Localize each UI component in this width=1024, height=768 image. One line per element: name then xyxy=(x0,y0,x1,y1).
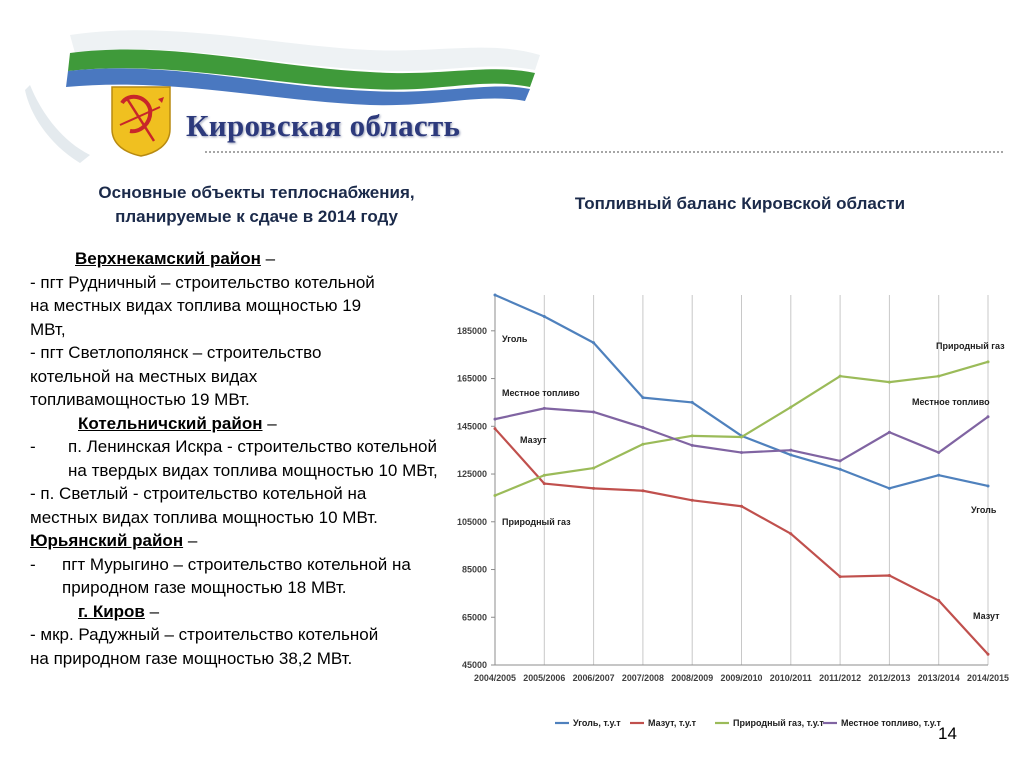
data-point xyxy=(839,575,842,578)
legend-label: Уголь, т.у.т xyxy=(573,718,621,728)
district-name: Котельничский район xyxy=(78,413,263,433)
chart-title: Топливный баланс Кировской области xyxy=(574,194,906,213)
series-annotation: Мазут xyxy=(973,611,1000,621)
data-point xyxy=(494,427,497,430)
y-tick-label: 85000 xyxy=(461,564,487,575)
list-item: на природном газе мощностью 38,2 МВт. xyxy=(30,648,353,668)
data-point xyxy=(789,449,792,452)
series-annotation: Местное топливо xyxy=(912,397,990,407)
district-heading xyxy=(30,412,450,436)
data-point xyxy=(888,381,891,384)
district-name: Верхнекамский район xyxy=(75,249,261,268)
x-tick-label: 2010/2011 xyxy=(769,673,812,683)
data-point xyxy=(592,341,595,344)
data-point xyxy=(543,407,546,410)
x-tick-label: 2012/2013 xyxy=(868,673,911,683)
data-point xyxy=(937,375,940,378)
district-name: Юрьянский район xyxy=(30,531,184,550)
list-item: топливамощностью 19 МВт. xyxy=(30,390,250,409)
data-point xyxy=(494,418,497,421)
data-point xyxy=(888,574,891,577)
district-heading xyxy=(30,247,450,271)
data-point xyxy=(740,451,743,454)
data-point xyxy=(543,482,546,485)
data-point xyxy=(543,315,546,318)
x-tick-label: 2007/2008 xyxy=(621,673,664,683)
data-point xyxy=(987,484,990,487)
list-item: - пгт Рудничный – строительство котельной xyxy=(30,272,375,292)
list-bullet: - xyxy=(30,437,36,456)
data-point xyxy=(839,468,842,471)
list-item: - п. Светлый - строительство котельной на xyxy=(30,484,367,503)
data-point xyxy=(987,415,990,418)
data-point xyxy=(543,474,546,477)
district-suffix: – xyxy=(183,531,198,550)
data-point xyxy=(641,426,644,429)
data-point xyxy=(592,487,595,490)
list-item xyxy=(30,553,450,600)
list-item: - пгт Светлополянск – строительство xyxy=(30,343,322,362)
data-point xyxy=(592,410,595,413)
list-item xyxy=(30,435,450,482)
data-point xyxy=(641,396,644,399)
district-suffix: – xyxy=(260,249,276,268)
y-tick-label: 125000 xyxy=(456,469,487,480)
region-title: Кировская область xyxy=(186,108,461,143)
legend-label: Природный газ, т.у.т xyxy=(733,718,824,728)
y-tick-label: 185000 xyxy=(456,325,487,336)
y-tick-label: 105000 xyxy=(456,516,487,527)
data-point xyxy=(740,505,743,508)
data-point xyxy=(987,653,990,656)
data-point xyxy=(691,444,694,447)
y-tick-label: 65000 xyxy=(461,612,487,623)
left-heading-line: Основные объекты теплоснабжения, xyxy=(98,183,415,202)
x-tick-label: 2011/2012 xyxy=(819,673,862,683)
district-heading xyxy=(30,529,450,553)
data-point xyxy=(789,532,792,535)
x-tick-label: 2009/2010 xyxy=(720,673,763,683)
district-name: г. Киров xyxy=(78,601,145,621)
list-item-text: пгт Мурыгино – строительство котельной на природном газе мощностью 18 МВт. xyxy=(62,554,411,597)
left-heading xyxy=(38,181,475,229)
data-point xyxy=(494,494,497,497)
data-point xyxy=(839,459,842,462)
list-item: местных видах топлива мощностью 10 МВт. xyxy=(30,507,378,527)
series-annotation: Уголь xyxy=(502,334,528,344)
district-suffix: – xyxy=(144,601,160,621)
list-item-text: п. Ленинская Искра - строительство котельной на твердых видах топлива мощностью 10 МВт, xyxy=(68,437,438,480)
data-point xyxy=(592,467,595,470)
coat-of-arms-icon xyxy=(110,85,172,157)
facilities-list xyxy=(30,247,450,670)
data-point xyxy=(789,406,792,409)
y-tick-label: 45000 xyxy=(461,660,487,670)
list-item: МВт, xyxy=(30,319,66,339)
list-bullet: - xyxy=(30,554,36,574)
list-item: на местных видах топлива мощностью 19 xyxy=(30,296,362,315)
data-point xyxy=(839,375,842,378)
data-point xyxy=(937,599,940,602)
list-item: котельной на местных видах xyxy=(30,366,258,386)
fuel-balance-chart xyxy=(440,275,1015,745)
data-point xyxy=(641,443,644,446)
district-suffix: – xyxy=(262,413,277,433)
data-point xyxy=(987,360,990,363)
data-point xyxy=(888,487,891,490)
data-point xyxy=(740,436,743,439)
series-annotation: Мазут xyxy=(520,435,547,445)
y-tick-label: 165000 xyxy=(456,373,487,384)
data-point xyxy=(691,434,694,437)
list-item: - мкр. Радужный – строительство котельной xyxy=(30,625,379,644)
district-heading xyxy=(30,600,450,624)
data-point xyxy=(641,489,644,492)
data-point xyxy=(691,401,694,404)
title-divider xyxy=(205,151,1003,153)
series-annotation: Уголь xyxy=(971,505,997,515)
legend-label: Мазут, т.у.т xyxy=(648,718,697,728)
left-heading-line: планируемые к сдаче в 2014 году xyxy=(115,207,398,226)
series-annotation: Природный газ xyxy=(936,341,1005,351)
legend-label: Местное топливо, т.у.т xyxy=(841,718,941,728)
x-tick-label: 2004/2005 xyxy=(474,673,516,683)
series-annotation: Природный газ xyxy=(502,517,571,527)
x-tick-label: 2006/2007 xyxy=(572,673,615,683)
x-tick-label: 2005/2006 xyxy=(523,673,566,683)
y-tick-label: 145000 xyxy=(456,421,487,432)
x-tick-label: 2014/2015 xyxy=(967,673,1009,683)
data-point xyxy=(937,451,940,454)
data-point xyxy=(888,431,891,434)
x-tick-label: 2008/2009 xyxy=(671,673,714,683)
data-point xyxy=(937,474,940,477)
page-number: 14 xyxy=(938,724,957,743)
data-point xyxy=(789,453,792,456)
x-tick-label: 2013/2014 xyxy=(917,673,960,683)
series-annotation: Местное топливо xyxy=(502,388,580,398)
data-point xyxy=(494,294,497,297)
data-point xyxy=(691,499,694,502)
